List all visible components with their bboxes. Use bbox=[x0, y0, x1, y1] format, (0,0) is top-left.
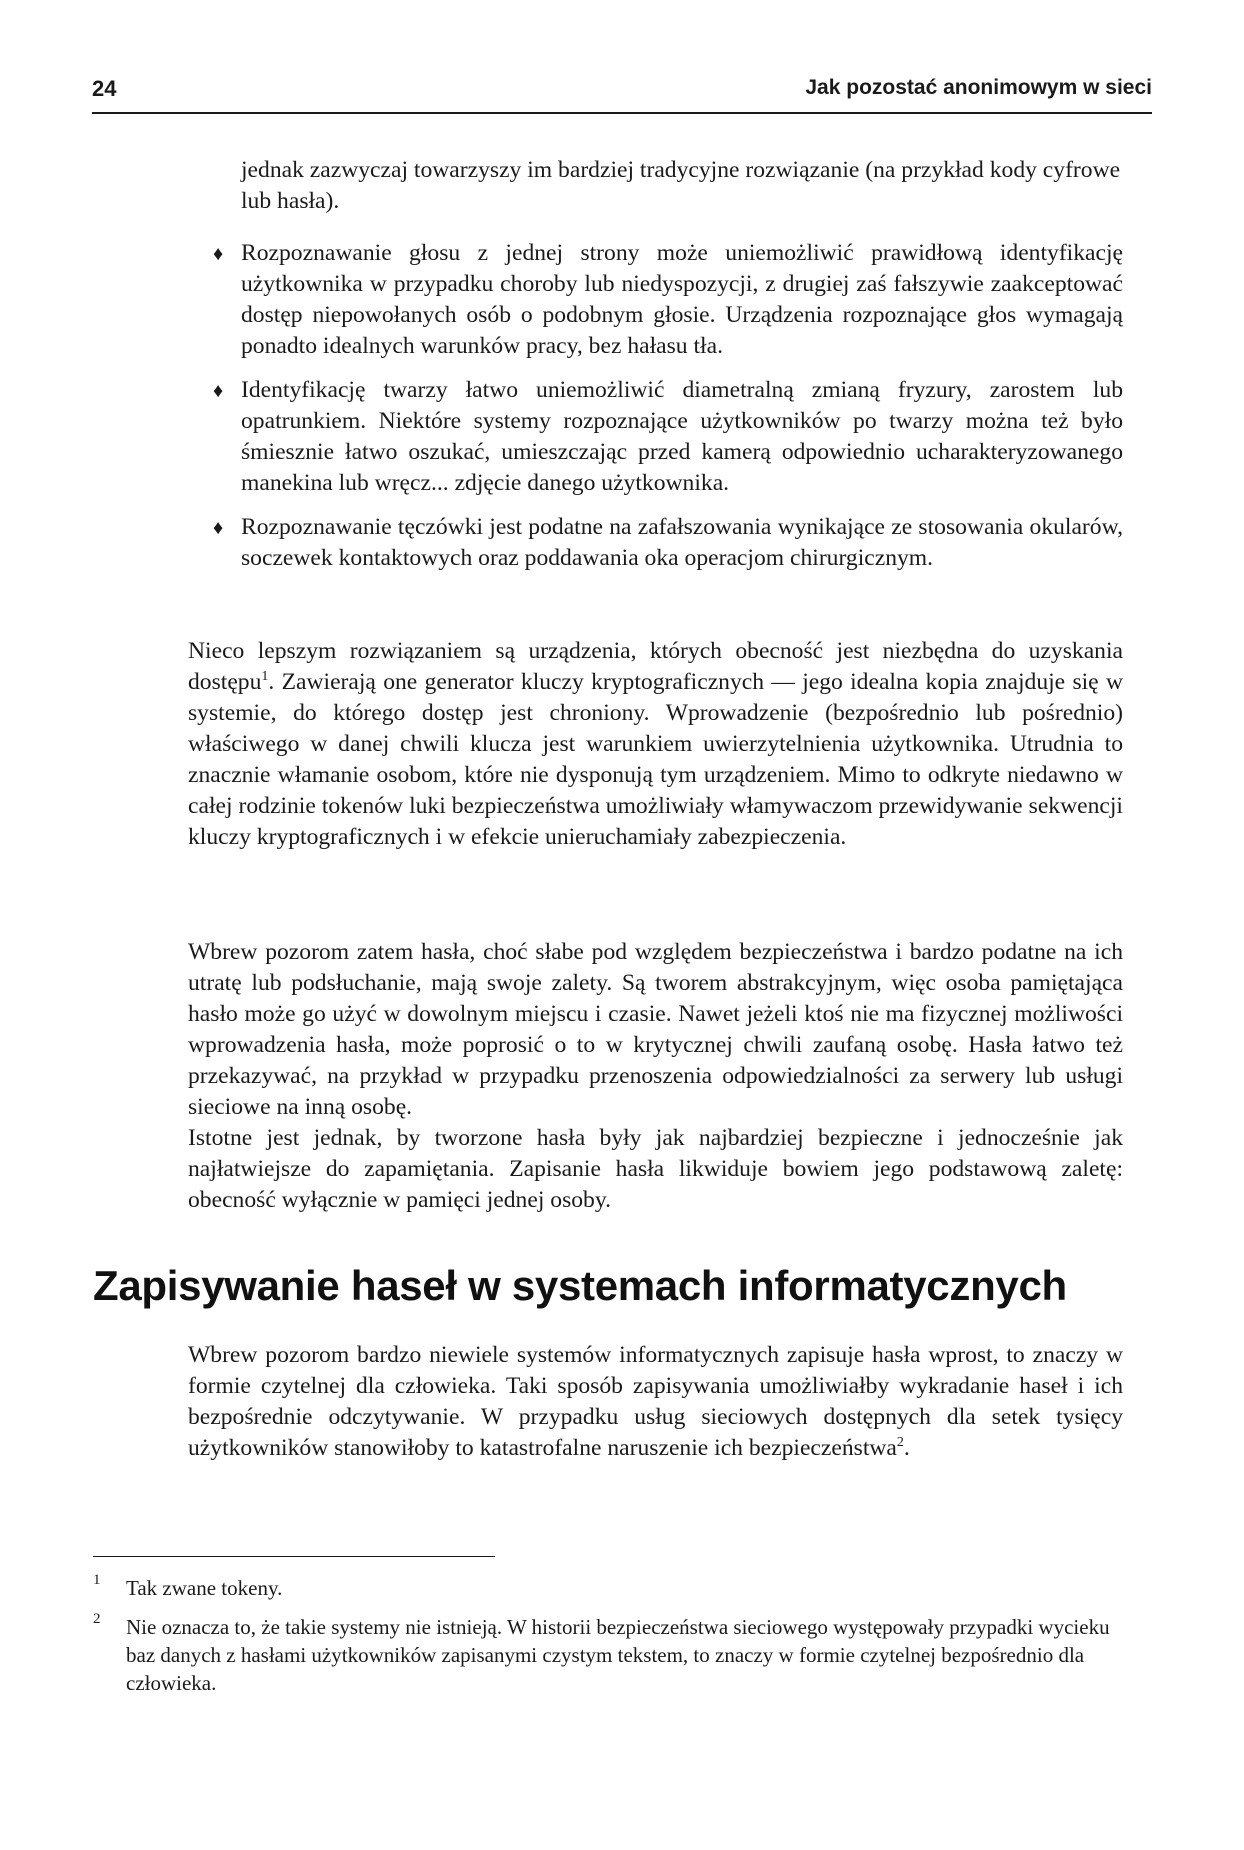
footnote-1 bbox=[93, 1574, 1123, 1602]
paragraph-password-strength: Istotne jest jednak, by tworzone hasła były jak najbardziej bezpieczne i jednocześnie jak najłatwiejsze do zapamiętania. Zapisanie hasła likwiduje bowiem jego podstawową zaletę: obecność wyłącznie w pamięci jednej osoby. bbox=[188, 1125, 1123, 1213]
footnote-ref-1: 1 bbox=[261, 669, 269, 685]
paragraph-tokens bbox=[188, 636, 1123, 853]
paragraph-text: . Zawierają one generator kluczy kryptograficznych — jego idealna kopia znajduje się w systemie, do którego dostęp jest chroniony. Wprowadzenie (bezpośrednio lub pośrednio) właściwego w danej chwili klucza jest warunkiem uwierzytelnienia użytkownika. Utrudnia to znacznie włamanie osobom, które nie dysponują tym urządzeniem. Mimo to odkryte niedawno w całej rodzinie tokenów luki bezpieczeństwa umożliwiały włamywaczom przewidywanie sekwencji kluczy kryptograficznych i w efekcie unieruchamiały zabezpieczenia. bbox=[188, 669, 1123, 850]
footnote-divider bbox=[93, 1556, 495, 1557]
footnote-2 bbox=[93, 1613, 1123, 1697]
footnote-text: Nie oznacza to, że takie systemy nie istnieją. W historii bezpieczeństwa sieciowego występowały przypadki wycieku baz danych z hasłami użytkowników zapisanymi czystym tekstem, to znaczy w formie czytelnej bezpośrednio dla człowieka. bbox=[126, 1615, 1110, 1695]
paragraph-password-advantages: Wbrew pozorom zatem hasła, choć słabe pod względem bezpieczeństwa i bardzo podatne na ich utratę lub podsłuchanie, mają swoje zalety. Są tworem abstrakcyjnym, więc osoba pamiętająca hasło może go użyć w dowolnym miejscu i czasie. Nawet jeżeli ktoś nie ma fizycznej możliwości wprowadzenia hasła, może poprosić o to w krytycznej chwili zaufaną osobę. Hasła łatwo też przekazywać, na przykład w przypadku przenoszenia odpowiedzialności za serwery lub usługi sieciowe na inną osobę. bbox=[188, 939, 1123, 1120]
paragraph-text: Nieco lepszym rozwiązaniem są urządzenia, których obecność jest niezbędna do uzyskania dostępu bbox=[188, 638, 1123, 695]
bullet-item-face bbox=[213, 375, 1123, 499]
bullet-item-voice bbox=[213, 238, 1123, 362]
paragraph-text: . bbox=[903, 1435, 910, 1461]
bullet-item-iris bbox=[213, 512, 1123, 574]
footnote-ref-2: 2 bbox=[896, 1435, 904, 1451]
section-heading: Zapisywanie haseł w systemach informatycznych bbox=[93, 1262, 1067, 1309]
paragraph-text: Wbrew pozorom bardzo niewiele systemów informatycznych zapisuje hasła wprost, to znaczy w formie czytelnej dla człowieka. Taki sposób zapisywania umożliwiałby wykradanie haseł i ich bezpośrednie odczytywanie. W przypadku usług sieciowych dostępnych dla setek tysięcy użytkowników stanowiłoby to katastrofalne naruszenie ich bezpieczeństwa bbox=[188, 1342, 1123, 1461]
diamond-bullet-icon: ♦ bbox=[213, 517, 224, 539]
running-header bbox=[92, 76, 1152, 114]
bullet-text: Rozpoznawanie tęczówki jest podatne na zafałszowania wynikające ze stosowania okularów, soczewek kontaktowych oraz poddawania oka operacjom chirurgicznym. bbox=[241, 514, 1123, 571]
continuation-text: jednak zazwyczaj towarzyszy im bardziej tradycyjne rozwiązanie (na przykład kody cyfrowe lub hasła). bbox=[241, 157, 1121, 214]
bullet-text: Rozpoznawanie głosu z jednej strony może uniemożliwić prawidłową identyfikację użytkownika w przypadku choroby lub niedyspozycji, z drugiej zaś fałszywie zaakceptować dostęp niepowołanych osób o podobnym głosie. Urządzenia rozpoznające głos wymagają ponadto idealnych warunków pracy, bez hałasu tła. bbox=[241, 240, 1123, 359]
bullet-text: Identyfikację twarzy łatwo uniemożliwić diametralną zmianą fryzury, zarostem lub opatrunkiem. Niektóre systemy rozpoznające użytkowników po twarzy można też było śmiesznie łatwo oszukać, umieszczając przed kamerą odpowiednio ucharakteryzowanego manekina lub wręcz... zdjęcie danego użytkownika. bbox=[241, 377, 1123, 496]
running-title: Jak pozostać anonimowym w sieci bbox=[805, 76, 1152, 99]
footnote-text: Tak zwane tokeny. bbox=[126, 1576, 283, 1600]
diamond-bullet-icon: ♦ bbox=[213, 380, 224, 402]
footnote-mark: 1 bbox=[93, 1572, 101, 1588]
bullet-list bbox=[213, 238, 1123, 587]
footnote-mark: 2 bbox=[93, 1611, 101, 1627]
paragraph-password-storage bbox=[188, 1340, 1123, 1464]
diamond-bullet-icon: ♦ bbox=[213, 243, 224, 265]
page-number: 24 bbox=[92, 76, 117, 101]
